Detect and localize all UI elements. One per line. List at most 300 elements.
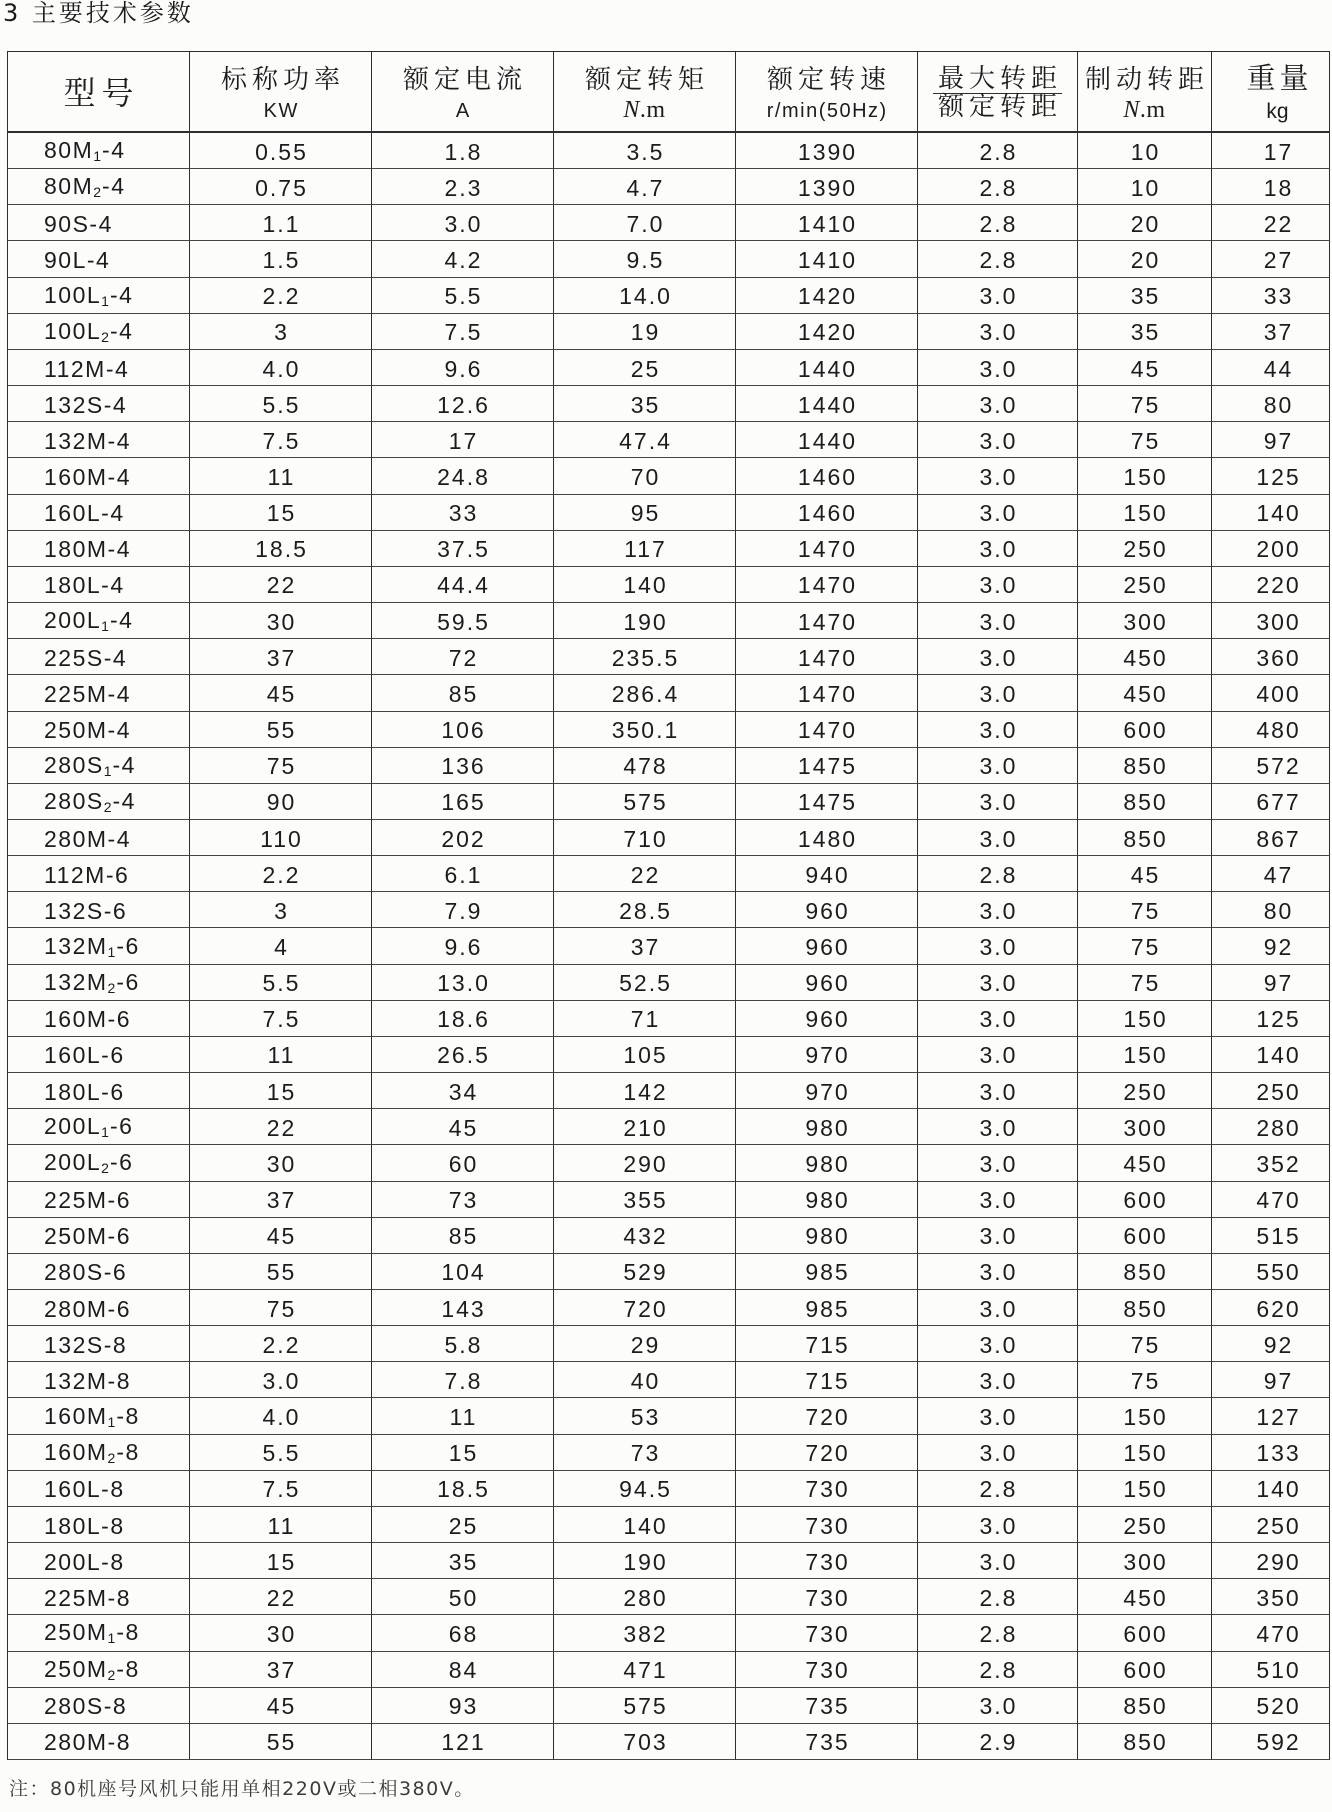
header-model-label: 型号 <box>63 74 140 112</box>
model-cell <box>8 1073 190 1109</box>
model-text <box>44 1729 131 1755</box>
brake-value: 35 <box>1130 283 1161 310</box>
ratio-cell <box>918 1652 1078 1688</box>
speed-cell <box>736 205 918 241</box>
weight-cell <box>1212 784 1330 820</box>
table-row <box>8 892 1330 928</box>
weight-value: 550 <box>1256 1259 1301 1286</box>
weight-value: 515 <box>1256 1223 1301 1250</box>
speed-cell <box>736 133 918 169</box>
speed-cell <box>736 675 918 711</box>
power-value: 2.2 <box>262 283 301 310</box>
brake-cell <box>1078 495 1212 531</box>
speed-value: 730 <box>805 1584 850 1611</box>
model-text <box>44 1585 131 1611</box>
weight-value: 47 <box>1263 861 1294 888</box>
model-text <box>44 826 131 852</box>
torque-cell <box>554 531 736 567</box>
model-suffix: -8 <box>116 1655 140 1682</box>
current-value: 5.8 <box>444 1331 483 1358</box>
speed-cell <box>736 567 918 603</box>
ratio-cell <box>918 1435 1078 1471</box>
brake-cell <box>1078 386 1212 422</box>
weight-cell <box>1212 1724 1330 1760</box>
brake-value: 150 <box>1123 1476 1168 1503</box>
power-value: 37 <box>266 1187 297 1214</box>
torque-cell <box>554 350 736 386</box>
table-row <box>8 314 1330 350</box>
current-value: 33 <box>448 500 479 527</box>
torque-cell <box>554 965 736 1001</box>
current-cell <box>372 133 554 169</box>
torque-cell <box>554 675 736 711</box>
weight-value: 27 <box>1263 247 1294 274</box>
power-value: 3 <box>274 319 289 346</box>
model-base: 280M-4 <box>44 825 131 852</box>
power-cell <box>190 784 372 820</box>
footnote: 注：80机座号风机只能用单相220V或二相380V。 <box>9 1778 475 1800</box>
brake-value: 600 <box>1123 717 1168 744</box>
weight-value: 592 <box>1256 1729 1301 1756</box>
brake-cell <box>1078 675 1212 711</box>
power-cell <box>190 748 372 784</box>
brake-value: 250 <box>1123 536 1168 563</box>
power-value: 37 <box>266 644 297 671</box>
model-cell <box>8 458 190 494</box>
brake-cell <box>1078 169 1212 205</box>
current-cell <box>372 965 554 1001</box>
weight-value: 480 <box>1256 717 1301 744</box>
power-cell <box>190 1290 372 1326</box>
header-power <box>190 52 372 133</box>
table-row <box>8 1688 1330 1724</box>
torque-cell <box>554 1543 736 1579</box>
weight-cell <box>1212 531 1330 567</box>
model-text <box>44 282 133 311</box>
table-row <box>8 784 1330 820</box>
speed-cell <box>736 820 918 856</box>
brake-cell <box>1078 1652 1212 1688</box>
model-text <box>44 607 133 636</box>
brake-value: 75 <box>1130 934 1161 961</box>
ratio-cell <box>918 1579 1078 1615</box>
model-base: 80M <box>44 137 94 164</box>
model-cell <box>8 1398 190 1434</box>
current-cell <box>372 205 554 241</box>
header-torque-unit-suffix: .m <box>639 96 666 123</box>
speed-value: 1470 <box>797 644 858 671</box>
ratio-cell <box>918 1290 1078 1326</box>
weight-value: 352 <box>1256 1150 1301 1177</box>
ratio-cell <box>918 712 1078 748</box>
speed-cell <box>736 1688 918 1724</box>
model-suffix: -4 <box>112 787 136 814</box>
torque-value: 53 <box>630 1404 661 1431</box>
speed-cell <box>736 603 918 639</box>
ratio-cell <box>918 1724 1078 1760</box>
header-weight <box>1212 52 1330 133</box>
weight-cell <box>1212 1182 1330 1218</box>
current-value: 121 <box>441 1729 486 1756</box>
torque-value: 350.1 <box>611 717 680 744</box>
weight-cell <box>1212 965 1330 1001</box>
speed-value: 1390 <box>797 174 858 201</box>
header-brake-unit-suffix: .m <box>1139 96 1166 123</box>
model-suffix: -4 <box>102 137 126 164</box>
torque-cell <box>554 1507 736 1543</box>
ratio-value: 3.0 <box>979 1078 1018 1105</box>
power-cell <box>190 1182 372 1218</box>
power-value: 22 <box>266 572 297 599</box>
weight-cell <box>1212 892 1330 928</box>
model-base: 180M-4 <box>44 536 131 563</box>
ratio-cell <box>918 820 1078 856</box>
power-value: 7.5 <box>262 1006 301 1033</box>
torque-cell <box>554 1579 736 1615</box>
power-cell <box>190 133 372 169</box>
weight-value: 125 <box>1256 1006 1301 1033</box>
brake-value: 75 <box>1130 1331 1161 1358</box>
weight-cell <box>1212 1362 1330 1398</box>
brake-value: 450 <box>1123 644 1168 671</box>
table-row <box>8 639 1330 675</box>
ratio-cell <box>918 241 1078 277</box>
model-subscript: 2 <box>103 798 113 815</box>
brake-cell <box>1078 350 1212 386</box>
speed-value: 1440 <box>797 391 858 418</box>
current-value: 73 <box>448 1187 479 1214</box>
ratio-value: 3.0 <box>979 825 1018 852</box>
speed-cell <box>736 169 918 205</box>
power-cell <box>190 531 372 567</box>
table-row <box>8 350 1330 386</box>
table-row <box>8 603 1330 639</box>
ratio-value: 3.0 <box>979 463 1018 490</box>
power-cell <box>190 1652 372 1688</box>
brake-cell <box>1078 892 1212 928</box>
model-text <box>44 1042 125 1068</box>
weight-value: 97 <box>1263 427 1294 454</box>
brake-value: 10 <box>1130 174 1161 201</box>
torque-value: 478 <box>623 753 668 780</box>
brake-cell <box>1078 458 1212 494</box>
brake-value: 850 <box>1123 1259 1168 1286</box>
model-text <box>44 1549 125 1575</box>
speed-cell <box>736 1435 918 1471</box>
weight-value: 140 <box>1256 500 1301 527</box>
ratio-value: 3.0 <box>979 1223 1018 1250</box>
ratio-value: 2.8 <box>979 247 1018 274</box>
speed-cell <box>736 1218 918 1254</box>
ratio-cell <box>918 1073 1078 1109</box>
torque-value: 529 <box>623 1259 668 1286</box>
table-row <box>8 386 1330 422</box>
model-text <box>44 933 140 962</box>
torque-value: 142 <box>623 1078 668 1105</box>
current-cell <box>372 278 554 314</box>
speed-value: 1470 <box>797 536 858 563</box>
brake-cell <box>1078 278 1212 314</box>
power-value: 30 <box>266 608 297 635</box>
brake-cell <box>1078 314 1212 350</box>
brake-cell <box>1078 1543 1212 1579</box>
ratio-cell <box>918 205 1078 241</box>
model-cell <box>8 603 190 639</box>
model-text <box>44 1332 127 1358</box>
table-row <box>8 133 1330 169</box>
current-value: 18.5 <box>437 1476 490 1503</box>
current-value: 9.6 <box>444 355 483 382</box>
power-cell <box>190 1615 372 1651</box>
brake-cell <box>1078 603 1212 639</box>
weight-value: 280 <box>1256 1114 1301 1141</box>
current-cell <box>372 350 554 386</box>
model-suffix: -8 <box>116 1619 140 1646</box>
header-speed-unit: r/min(50Hz) <box>766 99 888 122</box>
weight-value: 350 <box>1256 1584 1301 1611</box>
brake-value: 450 <box>1123 680 1168 707</box>
model-cell <box>8 133 190 169</box>
weight-cell <box>1212 712 1330 748</box>
model-cell <box>8 1182 190 1218</box>
current-cell <box>372 1579 554 1615</box>
brake-value: 45 <box>1130 355 1161 382</box>
brake-value: 600 <box>1123 1223 1168 1250</box>
model-base: 132S-8 <box>44 1331 128 1358</box>
model-cell <box>8 1109 190 1145</box>
ratio-cell <box>918 531 1078 567</box>
ratio-cell <box>918 1109 1078 1145</box>
brake-value: 150 <box>1123 1404 1168 1431</box>
table-row <box>8 531 1330 567</box>
torque-value: 703 <box>623 1729 668 1756</box>
brake-value: 20 <box>1130 247 1161 274</box>
speed-value: 980 <box>805 1223 850 1250</box>
ratio-value: 3.0 <box>979 644 1018 671</box>
weight-value: 127 <box>1256 1404 1301 1431</box>
brake-value: 10 <box>1130 138 1161 165</box>
model-cell <box>8 1652 190 1688</box>
table-row <box>8 1218 1330 1254</box>
model-base: 132M <box>44 968 108 995</box>
current-cell <box>372 169 554 205</box>
model-cell <box>8 1435 190 1471</box>
model-cell <box>8 1615 190 1651</box>
model-text <box>44 392 127 418</box>
brake-value: 300 <box>1123 608 1168 635</box>
speed-cell <box>736 784 918 820</box>
ratio-value: 2.8 <box>979 210 1018 237</box>
model-text <box>44 681 131 707</box>
power-value: 1.1 <box>262 210 301 237</box>
ratio-value: 2.8 <box>979 1584 1018 1611</box>
power-cell <box>190 820 372 856</box>
header-current <box>372 52 554 133</box>
power-value: 15 <box>266 1548 297 1575</box>
speed-cell <box>736 278 918 314</box>
table-row <box>8 1543 1330 1579</box>
brake-cell <box>1078 1688 1212 1724</box>
model-cell <box>8 928 190 964</box>
current-value: 7.8 <box>444 1367 483 1394</box>
table-row <box>8 1109 1330 1145</box>
model-subscript: 2 <box>101 1160 110 1177</box>
model-suffix: -6 <box>116 968 140 995</box>
torque-cell <box>554 314 736 350</box>
model-base: 200L <box>44 1149 102 1176</box>
weight-value: 140 <box>1256 1042 1301 1069</box>
speed-value: 940 <box>805 861 850 888</box>
brake-value: 600 <box>1123 1620 1168 1647</box>
torque-cell <box>554 1362 736 1398</box>
current-cell <box>372 856 554 892</box>
power-value: 7.5 <box>262 1476 301 1503</box>
current-cell <box>372 1326 554 1362</box>
model-subscript: 1 <box>107 1630 117 1647</box>
ratio-cell <box>918 1326 1078 1362</box>
brake-cell <box>1078 1037 1212 1073</box>
current-cell <box>372 1615 554 1651</box>
power-value: 30 <box>266 1620 297 1647</box>
table-row <box>8 1724 1330 1760</box>
table-row <box>8 1362 1330 1398</box>
current-cell <box>372 1182 554 1218</box>
current-cell <box>372 1724 554 1760</box>
weight-cell <box>1212 169 1330 205</box>
model-subscript: 2 <box>107 1666 117 1683</box>
current-cell <box>372 531 554 567</box>
model-cell <box>8 169 190 205</box>
current-value: 106 <box>441 717 486 744</box>
brake-value: 75 <box>1130 897 1161 924</box>
brake-value: 450 <box>1123 1584 1168 1611</box>
brake-cell <box>1078 820 1212 856</box>
power-cell <box>190 1471 372 1507</box>
power-value: 5.5 <box>262 391 301 418</box>
brake-cell <box>1078 1001 1212 1037</box>
brake-cell <box>1078 1507 1212 1543</box>
model-text <box>44 1693 127 1719</box>
header-brake-label: 制动转距 <box>1084 64 1209 95</box>
current-value: 6.1 <box>444 861 483 888</box>
current-cell <box>372 1652 554 1688</box>
ratio-cell <box>918 278 1078 314</box>
ratio-value: 3.0 <box>979 1512 1018 1539</box>
model-cell <box>8 712 190 748</box>
speed-cell <box>736 1326 918 1362</box>
torque-value: 190 <box>623 1548 668 1575</box>
power-value: 110 <box>260 825 303 852</box>
torque-value: 190 <box>623 608 668 635</box>
power-value: 18.5 <box>255 536 308 563</box>
current-value: 7.5 <box>444 319 483 346</box>
current-value: 165 <box>441 789 486 816</box>
power-cell <box>190 1507 372 1543</box>
model-cell <box>8 892 190 928</box>
weight-cell <box>1212 1398 1330 1434</box>
weight-cell <box>1212 928 1330 964</box>
torque-value: 47.4 <box>619 427 672 454</box>
weight-cell <box>1212 350 1330 386</box>
header-torque-ratio <box>918 52 1078 133</box>
brake-value: 300 <box>1123 1548 1168 1575</box>
weight-cell <box>1212 675 1330 711</box>
brake-cell <box>1078 965 1212 1001</box>
torque-value: 52.5 <box>619 970 672 997</box>
speed-cell <box>736 241 918 277</box>
brake-value: 45 <box>1130 861 1161 888</box>
model-suffix: -4 <box>109 317 134 344</box>
ratio-cell <box>918 1218 1078 1254</box>
brake-cell <box>1078 1182 1212 1218</box>
section-title: 3 主要技术参数 <box>3 0 194 27</box>
ratio-value: 3.0 <box>979 717 1018 744</box>
speed-value: 735 <box>805 1693 850 1720</box>
brake-cell <box>1078 1724 1212 1760</box>
speed-cell <box>736 531 918 567</box>
header-brake-unit-symbol: N <box>1123 96 1140 123</box>
current-value: 143 <box>441 1295 486 1322</box>
current-cell <box>372 422 554 458</box>
brake-value: 75 <box>1130 970 1161 997</box>
model-text <box>44 1439 140 1468</box>
speed-value: 960 <box>805 970 850 997</box>
model-text <box>44 464 131 490</box>
current-cell <box>372 712 554 748</box>
model-base: 250M <box>44 1619 108 1646</box>
speed-value: 1480 <box>797 825 858 852</box>
model-text <box>44 1079 125 1105</box>
power-value: 0.75 <box>255 174 308 201</box>
power-cell <box>190 1109 372 1145</box>
weight-value: 360 <box>1256 644 1301 671</box>
model-subscript: 1 <box>103 762 113 779</box>
torque-cell <box>554 1615 736 1651</box>
torque-cell <box>554 1145 736 1181</box>
current-value: 1.8 <box>444 138 483 165</box>
brake-value: 450 <box>1123 1150 1168 1177</box>
header-speed-label: 额定转速 <box>766 64 891 95</box>
weight-value: 250 <box>1256 1512 1301 1539</box>
header-weight-label: 重量 <box>1246 61 1313 95</box>
torque-cell <box>554 1290 736 1326</box>
brake-value: 850 <box>1123 1729 1168 1756</box>
header-torque-label: 额定转矩 <box>584 64 709 95</box>
torque-value: 117 <box>624 536 667 563</box>
brake-value: 150 <box>1123 500 1168 527</box>
current-cell <box>372 1001 554 1037</box>
current-value: 11 <box>449 1404 478 1431</box>
model-text <box>44 428 131 454</box>
speed-cell <box>736 1398 918 1434</box>
speed-cell <box>736 1507 918 1543</box>
model-text <box>44 500 125 526</box>
power-value: 45 <box>266 1693 297 1720</box>
model-base: 200L-8 <box>44 1548 125 1575</box>
current-cell <box>372 892 554 928</box>
power-value: 75 <box>266 1295 297 1322</box>
power-value: 15 <box>266 1078 297 1105</box>
torque-value: 720 <box>623 1295 668 1322</box>
model-base: 250M-6 <box>44 1223 131 1250</box>
ratio-value: 3.0 <box>979 1367 1018 1394</box>
weight-cell <box>1212 386 1330 422</box>
brake-value: 150 <box>1123 1440 1168 1467</box>
model-cell <box>8 205 190 241</box>
torque-cell <box>554 712 736 748</box>
speed-value: 715 <box>805 1331 850 1358</box>
ratio-cell <box>918 386 1078 422</box>
